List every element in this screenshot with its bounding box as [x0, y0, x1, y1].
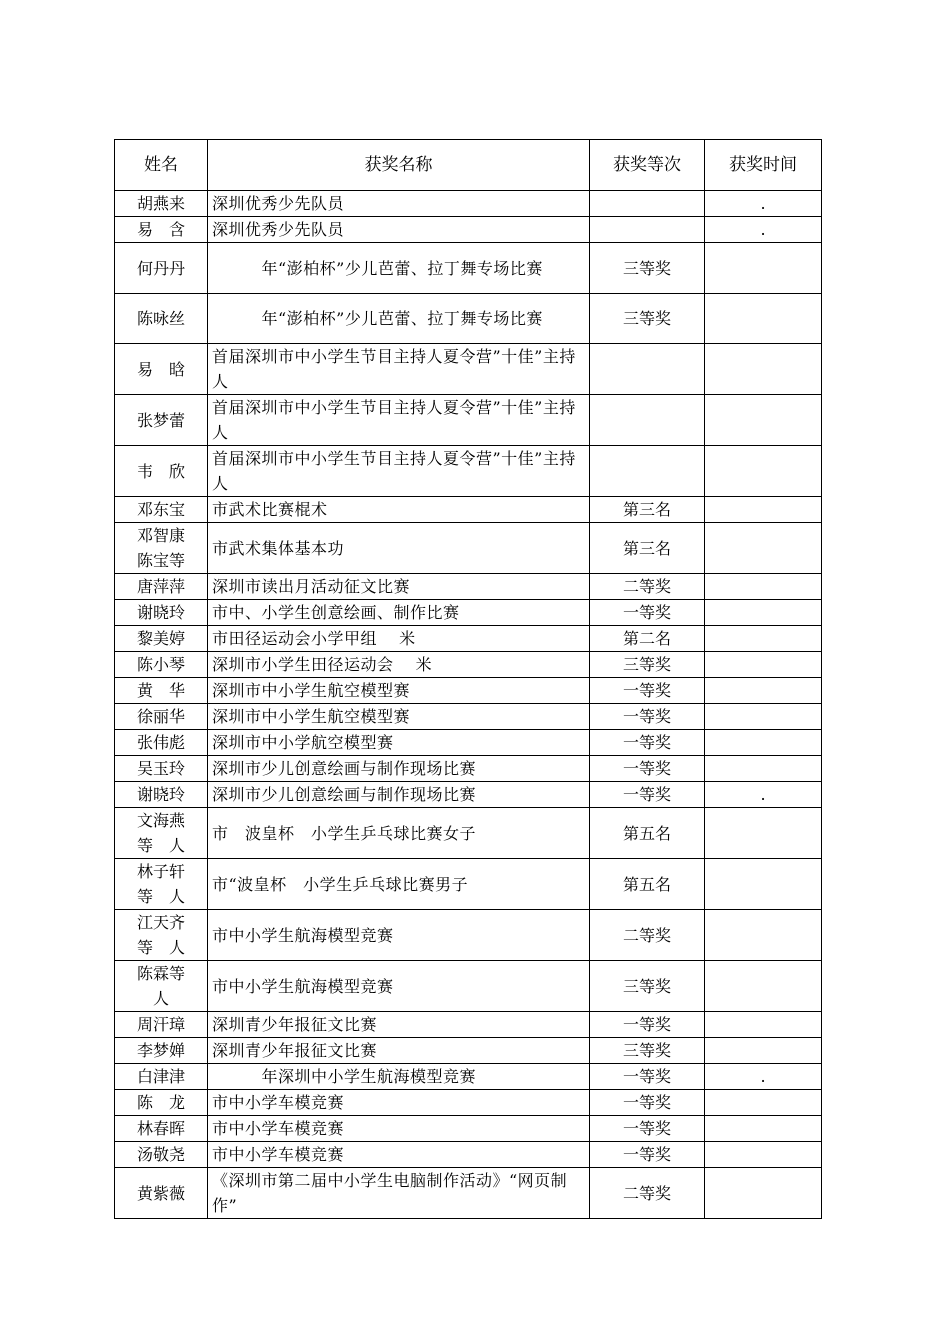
award-cell: 深圳市中小学生航空模型赛	[208, 704, 590, 730]
name-cell: 陈霖等 人	[115, 961, 208, 1012]
name-cell: 汤敬尧	[115, 1142, 208, 1168]
award-cell: 首届深圳市中小学生节目主持人夏令营”十佳”主持人	[208, 395, 590, 446]
rank-cell	[590, 446, 705, 497]
time-cell	[705, 1142, 822, 1168]
award-cell: 首届深圳市中小学生节目主持人夏令营”十佳”主持人	[208, 344, 590, 395]
rank-cell	[590, 191, 705, 217]
award-cell: 深圳青少年报征文比赛	[208, 1012, 590, 1038]
table-row	[115, 446, 822, 497]
name-cell: 邓智康 陈宝等	[115, 523, 208, 574]
name-cell: 李梦婵	[115, 1038, 208, 1064]
table-row	[115, 910, 822, 961]
time-cell	[705, 910, 822, 961]
table-row	[115, 704, 822, 730]
award-cell: 《深圳市第二届中小学生电脑制作活动》“网页制作”	[208, 1168, 590, 1219]
rank-cell: 一等奖	[590, 678, 705, 704]
rank-cell: 三等奖	[590, 652, 705, 678]
time-cell	[705, 574, 822, 600]
name-cell: 陈 龙	[115, 1090, 208, 1116]
table-row	[115, 626, 822, 652]
rank-cell: 一等奖	[590, 1064, 705, 1090]
time-cell	[705, 1168, 822, 1219]
table-row	[115, 395, 822, 446]
name-cell: 谢晓玲	[115, 782, 208, 808]
award-cell: 市武术比赛棍术	[208, 497, 590, 523]
time-cell	[705, 243, 822, 294]
table-row	[115, 191, 822, 217]
award-cell: 深圳市中小学航空模型赛	[208, 730, 590, 756]
time-cell	[705, 1090, 822, 1116]
time-cell	[705, 344, 822, 395]
table-row	[115, 1142, 822, 1168]
table-row	[115, 1116, 822, 1142]
award-cell: 年“澎柏杯”少儿芭蕾、拉丁舞专场比赛	[208, 243, 590, 294]
name-cell: 黎美婷	[115, 626, 208, 652]
award-cell: 年深圳中小学生航海模型竞赛	[208, 1064, 590, 1090]
award-cell: 深圳优秀少先队员	[208, 217, 590, 243]
time-cell	[705, 1012, 822, 1038]
award-cell: 深圳青少年报征文比赛	[208, 1038, 590, 1064]
rank-cell: 第三名	[590, 497, 705, 523]
rank-cell: 一等奖	[590, 600, 705, 626]
header-row	[115, 140, 822, 191]
name-cell: 吴玉玲	[115, 756, 208, 782]
time-cell	[705, 600, 822, 626]
time-cell	[705, 756, 822, 782]
time-cell: .	[705, 1064, 822, 1090]
table-row	[115, 859, 822, 910]
time-cell	[705, 704, 822, 730]
name-cell: 林春晖	[115, 1116, 208, 1142]
time-cell	[705, 730, 822, 756]
name-cell: 谢晓玲	[115, 600, 208, 626]
table-row	[115, 344, 822, 395]
rank-cell: 二等奖	[590, 910, 705, 961]
name-cell: 张伟彪	[115, 730, 208, 756]
rank-cell: 二等奖	[590, 1168, 705, 1219]
name-cell: 徐丽华	[115, 704, 208, 730]
name-cell: 易 晗	[115, 344, 208, 395]
name-cell: 白津津	[115, 1064, 208, 1090]
name-cell: 唐萍萍	[115, 574, 208, 600]
time-cell: .	[705, 782, 822, 808]
rank-cell	[590, 344, 705, 395]
table-row	[115, 808, 822, 859]
rank-cell: 三等奖	[590, 1038, 705, 1064]
name-cell: 文海燕 等 人	[115, 808, 208, 859]
table-row	[115, 1090, 822, 1116]
header-rank: 获奖等次	[590, 140, 705, 191]
rank-cell: 一等奖	[590, 704, 705, 730]
name-cell: 易 含	[115, 217, 208, 243]
time-cell: .	[705, 191, 822, 217]
award-cell: 市中小学车模竞赛	[208, 1090, 590, 1116]
table-row	[115, 217, 822, 243]
name-cell: 陈咏丝	[115, 294, 208, 344]
name-cell: 张梦蕾	[115, 395, 208, 446]
award-cell: 市武术集体基本功	[208, 523, 590, 574]
rank-cell: 一等奖	[590, 756, 705, 782]
award-cell: 市“波皇杯 小学生乒乓球比赛男子	[208, 859, 590, 910]
name-cell: 邓东宝	[115, 497, 208, 523]
rank-cell: 第五名	[590, 859, 705, 910]
award-cell: 首届深圳市中小学生节目主持人夏令营”十佳”主持人	[208, 446, 590, 497]
award-cell: 深圳市小学生田径运动会 米	[208, 652, 590, 678]
name-cell: 韦 欣	[115, 446, 208, 497]
name-cell: 陈小琴	[115, 652, 208, 678]
rank-cell: 第三名	[590, 523, 705, 574]
award-cell: 市中小学生航海模型竞赛	[208, 910, 590, 961]
award-cell: 市 波皇杯 小学生乒乓球比赛女子	[208, 808, 590, 859]
time-cell	[705, 961, 822, 1012]
award-cell: 年“澎柏杯”少儿芭蕾、拉丁舞专场比赛	[208, 294, 590, 344]
rank-cell: 第五名	[590, 808, 705, 859]
table-row	[115, 243, 822, 294]
name-cell: 江天齐 等 人	[115, 910, 208, 961]
table-row	[115, 1064, 822, 1090]
award-cell: 市中小学车模竞赛	[208, 1142, 590, 1168]
header-award: 获奖名称	[208, 140, 590, 191]
award-cell: 深圳市中小学生航空模型赛	[208, 678, 590, 704]
time-cell	[705, 497, 822, 523]
rank-cell: 一等奖	[590, 730, 705, 756]
table-row	[115, 294, 822, 344]
rank-cell	[590, 217, 705, 243]
time-cell	[705, 859, 822, 910]
table-row	[115, 497, 822, 523]
name-cell: 周汗璋	[115, 1012, 208, 1038]
table-row	[115, 756, 822, 782]
table-row	[115, 782, 822, 808]
time-cell	[705, 1038, 822, 1064]
awards-table	[114, 139, 822, 1219]
table-row	[115, 574, 822, 600]
rank-cell: 一等奖	[590, 782, 705, 808]
time-cell	[705, 523, 822, 574]
time-cell	[705, 626, 822, 652]
header-time: 获奖时间	[705, 140, 822, 191]
time-cell	[705, 678, 822, 704]
rank-cell: 三等奖	[590, 243, 705, 294]
time-cell: .	[705, 217, 822, 243]
table-row	[115, 523, 822, 574]
rank-cell: 一等奖	[590, 1090, 705, 1116]
rank-cell: 一等奖	[590, 1012, 705, 1038]
table-row	[115, 961, 822, 1012]
award-cell: 深圳市少儿创意绘画与制作现场比赛	[208, 782, 590, 808]
time-cell	[705, 446, 822, 497]
award-cell: 深圳优秀少先队员	[208, 191, 590, 217]
name-cell: 黄紫薇	[115, 1168, 208, 1219]
award-cell: 市中小学车模竞赛	[208, 1116, 590, 1142]
table-row	[115, 652, 822, 678]
table-row	[115, 678, 822, 704]
name-cell: 林子轩 等 人	[115, 859, 208, 910]
award-cell: 深圳市少儿创意绘画与制作现场比赛	[208, 756, 590, 782]
table-row	[115, 1038, 822, 1064]
name-cell: 胡燕来	[115, 191, 208, 217]
table-row	[115, 730, 822, 756]
time-cell	[705, 808, 822, 859]
award-cell: 市中、小学生创意绘画、制作比赛	[208, 600, 590, 626]
name-cell: 何丹丹	[115, 243, 208, 294]
rank-cell: 一等奖	[590, 1142, 705, 1168]
rank-cell: 三等奖	[590, 294, 705, 344]
table-row	[115, 1012, 822, 1038]
rank-cell: 二等奖	[590, 574, 705, 600]
time-cell	[705, 652, 822, 678]
header-name: 姓名	[115, 140, 208, 191]
time-cell	[705, 1116, 822, 1142]
time-cell	[705, 395, 822, 446]
rank-cell: 三等奖	[590, 961, 705, 1012]
award-cell: 市田径运动会小学甲组 米	[208, 626, 590, 652]
time-cell	[705, 294, 822, 344]
table-row	[115, 1168, 822, 1219]
rank-cell: 一等奖	[590, 1116, 705, 1142]
award-cell: 市中小学生航海模型竞赛	[208, 961, 590, 1012]
rank-cell: 第二名	[590, 626, 705, 652]
award-cell: 深圳市读出月活动征文比赛	[208, 574, 590, 600]
name-cell: 黄 华	[115, 678, 208, 704]
rank-cell	[590, 395, 705, 446]
table-row	[115, 600, 822, 626]
